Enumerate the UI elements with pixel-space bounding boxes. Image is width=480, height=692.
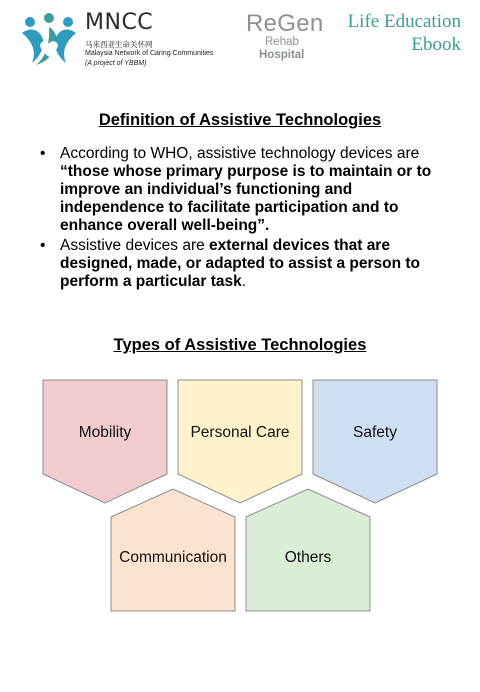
definition-heading: Definition of Assistive Technologies: [98, 111, 382, 129]
mncc-chinese-name: 马来西亚生命关怀网: [85, 40, 153, 49]
communication-label: Communication: [119, 549, 227, 566]
mobility-label: Mobility: [78, 424, 132, 441]
bullet-text-end: .: [241, 273, 247, 290]
regen-logo-rehab: Rehab: [265, 36, 299, 48]
life-education-title: Life Education: [347, 11, 461, 32]
mncc-subtitle: Malaysia Network of Caring Communities: [85, 50, 214, 57]
mncc-project-note: (A project of YBBM): [85, 60, 147, 67]
types-heading: Types of Assistive Technologies: [113, 336, 367, 354]
bullet-text-emphasis: external devices that are designed, made, or adapted to assist a person to perform a particular task: [60, 237, 421, 290]
bullet-text-end: .: [265, 217, 270, 234]
safety-label: Safety: [353, 424, 397, 441]
mncc-title: MNCC: [85, 10, 154, 35]
others-label: Others: [284, 549, 332, 566]
personal-care-label: Personal Care: [190, 424, 290, 441]
bullet-dot: •: [40, 237, 46, 254]
bullet-text-quote: “those whose primary purpose is to maintain or to improve an individual’s functioning and independence to facilitate participation and to enhance overall well-being”: [60, 163, 432, 234]
regen-logo-name: ReGen: [246, 10, 324, 37]
regen-logo-hospital: Hospital: [259, 49, 305, 61]
bullet-dot: •: [40, 145, 46, 162]
ebook-title: Ebook: [411, 34, 461, 55]
bullet-text-intro: Assistive devices are: [60, 237, 210, 254]
bullet-text-intro: According to WHO, assistive technology devices are: [60, 145, 420, 162]
